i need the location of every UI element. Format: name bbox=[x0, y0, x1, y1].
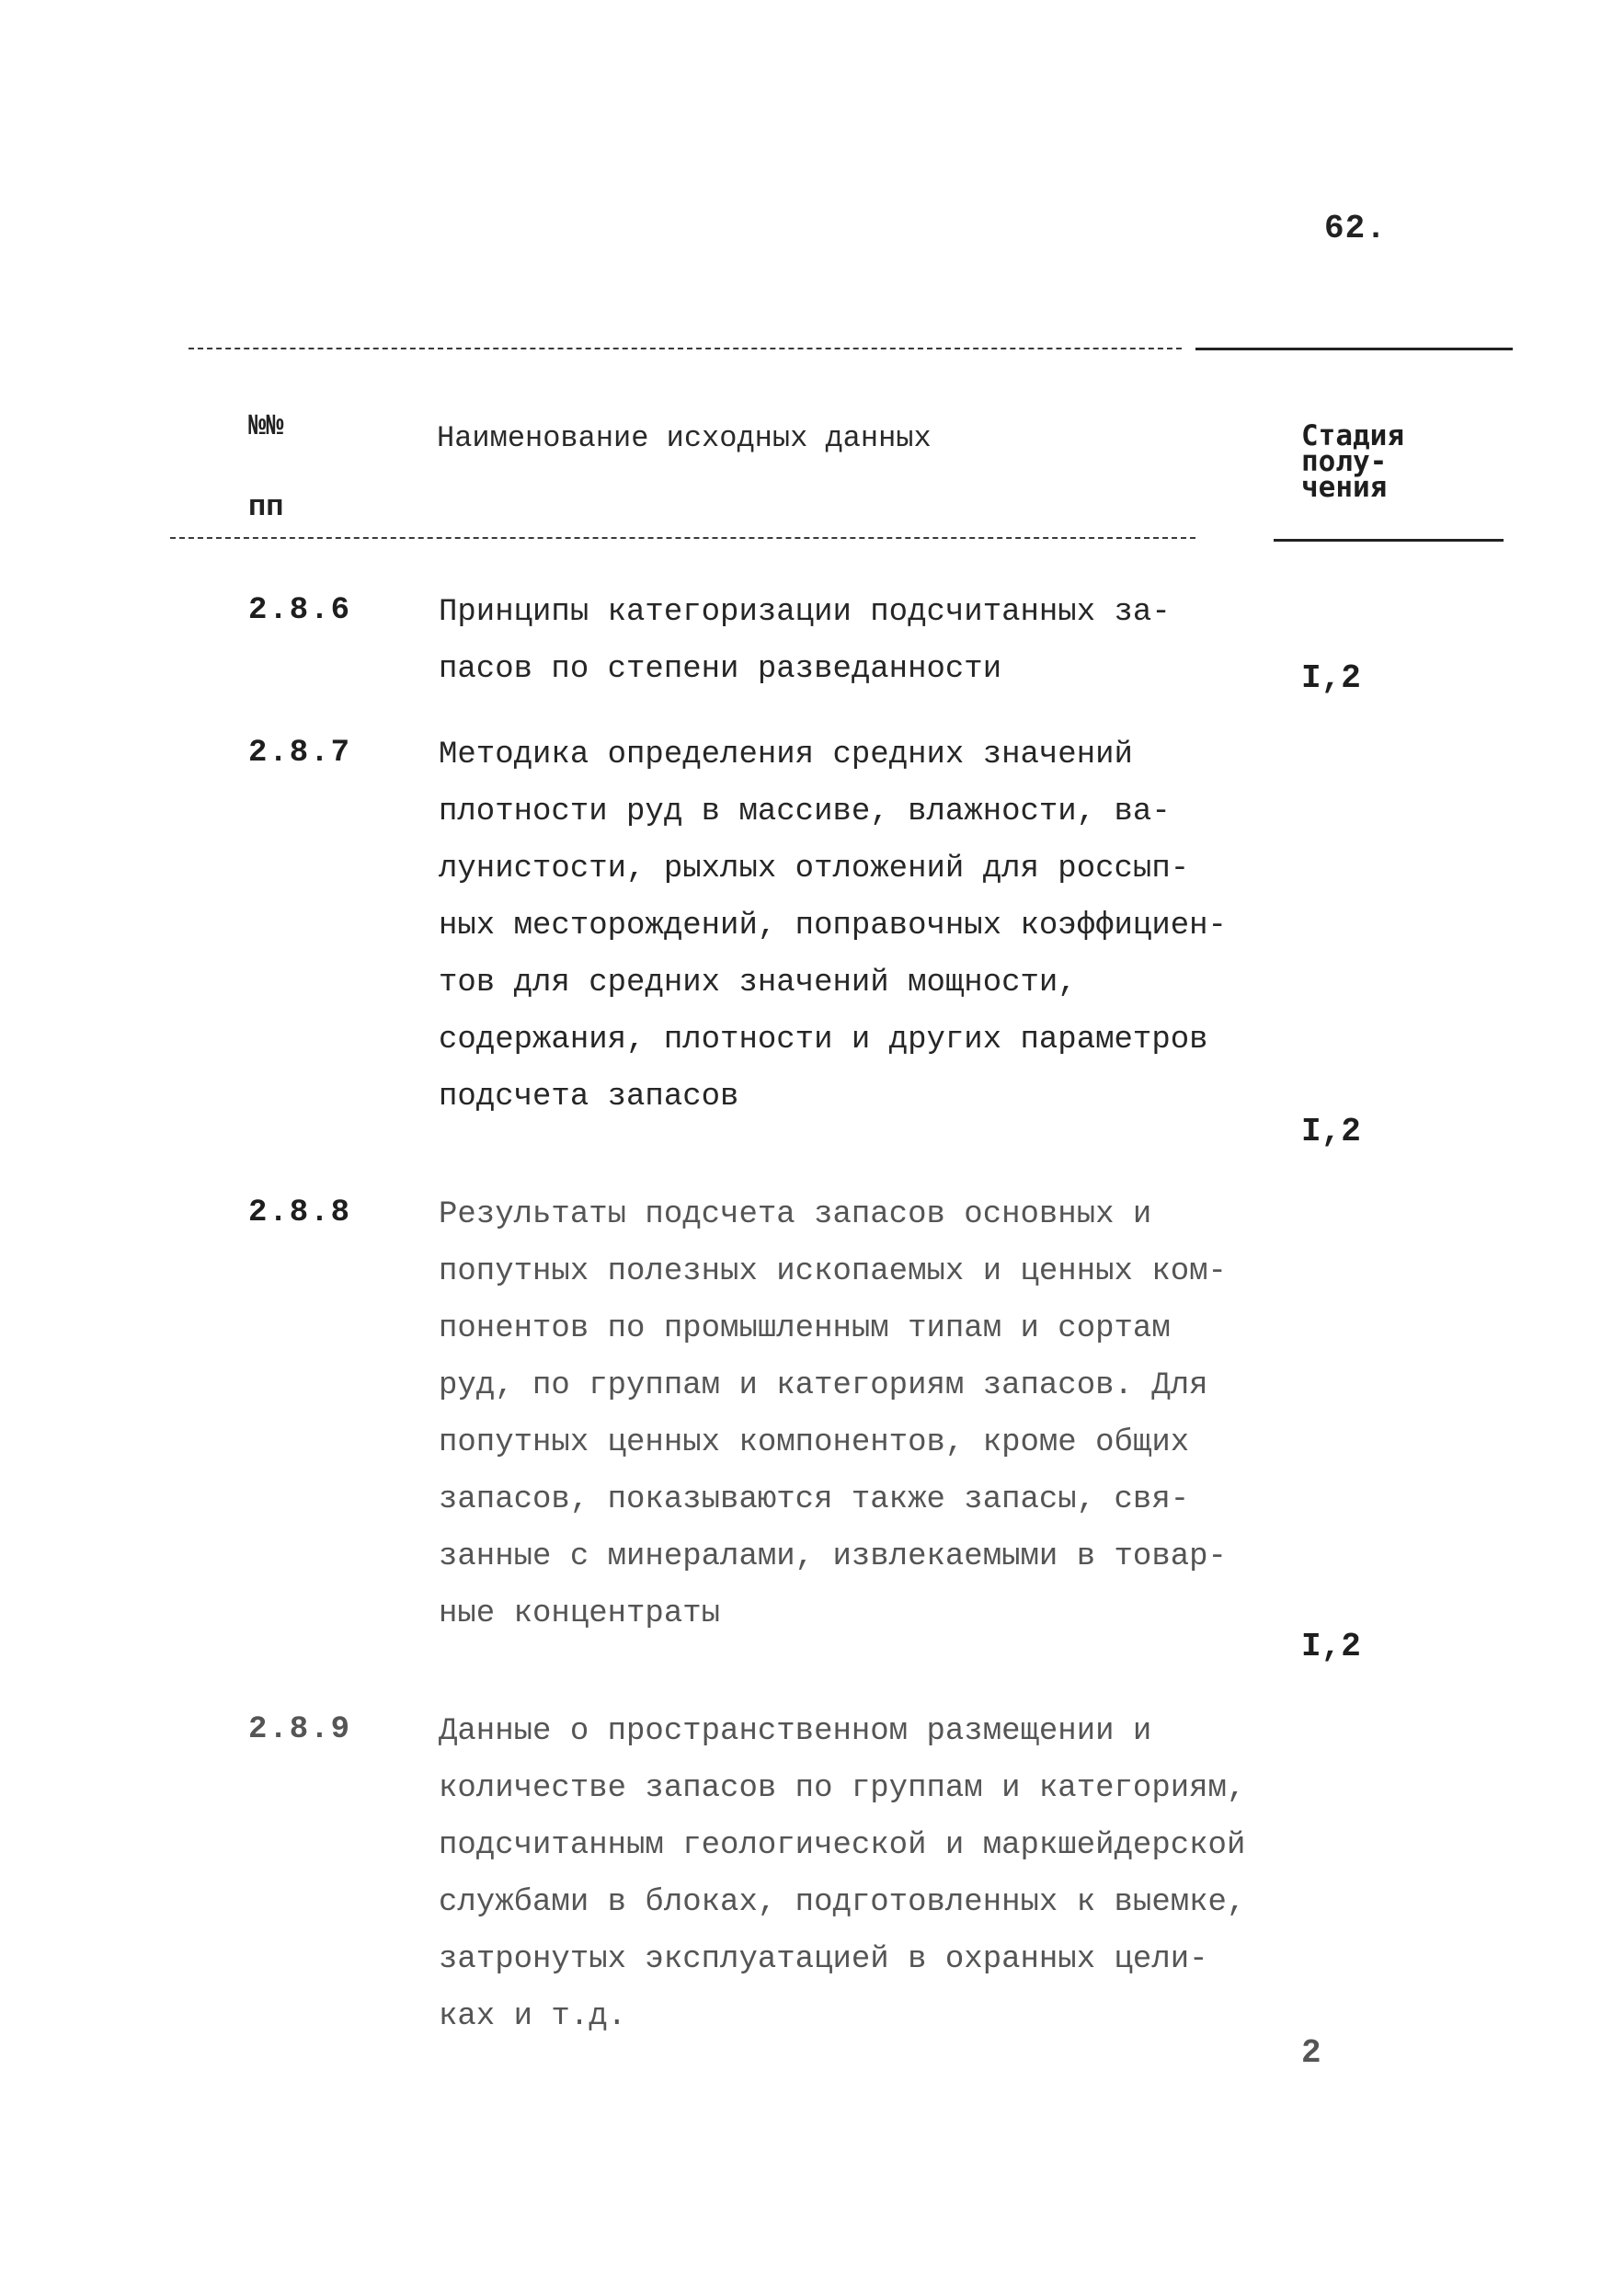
entry-text: Методика определения средних значений плотности руд в массиве, влажности, ва- лунистости, рыхлых отложений для россып- ных месторождений, поправочных коэффициен- тов для средних значений мощности, содержания, плотности и других параметров подсчета запасов bbox=[439, 738, 1227, 1115]
table-top-rule bbox=[189, 348, 1182, 349]
entry-text: Результаты подсчета запасов основных и попутных полезных ископаемых и ценных ком- понентов по промышленным типам и сортам руд, по группам и категориям запасов. Для попутных ценных компонентов, кроме общих запасов, показываются также запасы, свя- занные с минералами, извлекаемыми в товар- ные концентраты bbox=[439, 1197, 1227, 1631]
entry-text: Данные о пространственном размещении и количестве запасов по группам и категориям, подсчитанным геологической и маркшейдерской службами в блоках, подготовленных к выемке, затронутых эксплуатацией в охранных цели- ках и т.д. bbox=[439, 1714, 1246, 2034]
header-number-column: №№ пп bbox=[248, 409, 284, 524]
entry-number: 2.8.6 bbox=[248, 593, 352, 628]
entry-number: 2.8.8 bbox=[248, 1195, 352, 1230]
entry-number: 2.8.9 bbox=[248, 1712, 352, 1747]
header-bottom-rule-solid bbox=[1274, 539, 1504, 542]
entry-stage: I,2 bbox=[1301, 1113, 1361, 1150]
entry-number: 2.8.7 bbox=[248, 736, 352, 771]
header-bottom-rule bbox=[170, 537, 1195, 539]
header-name-column: Наименование исходных данных bbox=[437, 421, 932, 455]
page-number: 62. bbox=[1324, 210, 1387, 247]
table-top-rule-solid bbox=[1195, 348, 1513, 350]
entry-stage: I,2 bbox=[1301, 1628, 1361, 1665]
entry-text: Принципы категоризации подсчитанных за- пасов по степени разведанности bbox=[439, 595, 1171, 687]
entry-stage: 2 bbox=[1301, 2034, 1321, 2072]
entry-stage: I,2 bbox=[1301, 659, 1361, 697]
header-stage-column: Стадия полу- чения bbox=[1301, 419, 1404, 504]
